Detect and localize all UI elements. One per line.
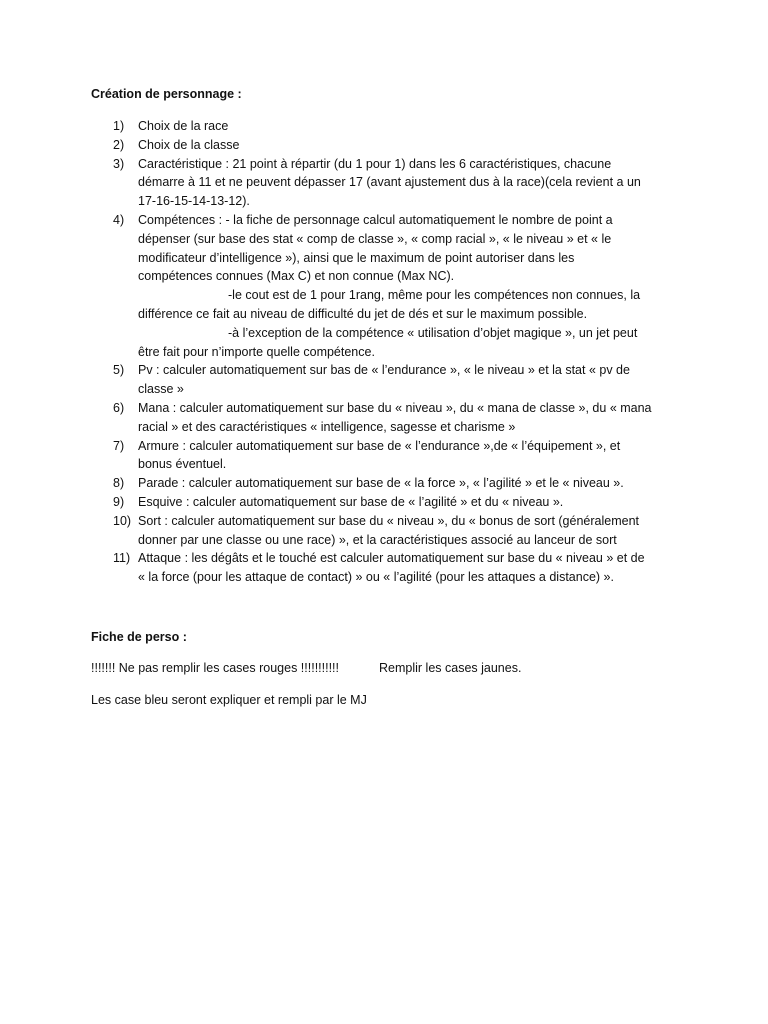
- item-number: 5): [113, 363, 125, 378]
- section-title-fiche: Fiche de perso :: [91, 630, 187, 644]
- item-text: Choix de la race: [138, 119, 229, 133]
- list-item: [0, 211, 768, 361]
- item-number: 4): [113, 212, 125, 227]
- item-text: donner par une classe ou une race) », et la caractéristiques associé au lanceur de sort: [138, 532, 617, 547]
- item-text: Choix de la classe: [138, 137, 240, 152]
- item-text: Mana : calculer automatiquement sur base du « niveau », du « mana de classe », du « mana: [138, 400, 652, 415]
- list-item: [0, 437, 768, 475]
- item-number: 9): [113, 494, 125, 509]
- list-item: [0, 155, 768, 211]
- creation-steps-list: [0, 117, 768, 587]
- item-text: « la force (pour les attaque de contact) » ou « l’agilité (pour les attaques a distance) ».: [138, 570, 614, 585]
- item-text-indented: -le cout est de 1 pour 1rang, même pour les compétences non connues, la: [228, 288, 641, 303]
- list-item: [0, 136, 768, 155]
- list-item: [0, 493, 768, 512]
- list-item: [0, 399, 768, 437]
- instructions-line: [91, 661, 521, 675]
- item-text: Esquive : calculer automatiquement sur base de « l’agilité » et du « niveau ».: [138, 494, 564, 509]
- list-item: [0, 117, 768, 136]
- item-text: différence ce fait au niveau de difficulté du jet de dés et sur le maximum possible.: [138, 306, 588, 321]
- item-text: Parade : calculer automatiquement sur base de « la force », « l’agilité » et le « niveau ».: [138, 476, 624, 491]
- list-item: [0, 549, 768, 587]
- list-item: [0, 361, 768, 399]
- item-text: 17-16-15-14-13-12).: [138, 194, 250, 209]
- blue-cells-note: Les case bleu seront expliquer et rempli par le MJ: [91, 693, 367, 707]
- list-item: [0, 474, 768, 493]
- item-number: 11): [113, 551, 131, 566]
- item-text: racial » et des caractéristiques « intelligence, sagesse et charisme »: [138, 419, 516, 434]
- item-number: 2): [113, 137, 125, 152]
- item-number: 1): [113, 119, 125, 133]
- item-number: 7): [113, 438, 125, 453]
- item-text: classe »: [138, 382, 184, 397]
- list-item: [0, 512, 768, 550]
- item-text: modificateur d’intelligence »), ainsi que le maximum de point autoriser dans les: [138, 250, 575, 265]
- item-number: 3): [113, 156, 125, 171]
- item-text: compétences connues (Max C) et non connue (Max NC).: [138, 269, 455, 284]
- item-text: être fait pour n’importe quelle compétence.: [138, 344, 375, 359]
- item-number: 10): [113, 513, 132, 528]
- red-cells-warning: !!!!!!! Ne pas remplir les cases rouges !!!!!!!!!!!: [91, 661, 340, 675]
- item-text: démarre à 11 et ne peuvent dépasser 17 (avant ajustement dus à la race)(cela revient a un: [138, 175, 641, 190]
- item-text: bonus éventuel.: [138, 457, 227, 472]
- item-number: 6): [113, 400, 125, 415]
- item-text: dépenser (sur base des stat « comp de classe », « comp racial », « le niveau » et « le: [138, 231, 612, 246]
- item-number: 8): [113, 476, 125, 491]
- section-title-creation: Création de personnage :: [91, 87, 242, 101]
- item-text: Caractéristique : 21 point à répartir (du 1 pour 1) dans les 6 caractéristiques, chacune: [138, 156, 612, 171]
- item-text: Pv : calculer automatiquement sur bas de « l’endurance », « le niveau » et la stat « pv de: [138, 363, 630, 378]
- item-text: Attaque : les dégâts et le touché est calculer automatiquement sur base du « niveau » et de: [138, 551, 645, 566]
- item-text-indented: -à l’exception de la compétence « utilisation d’objet magique », un jet peut: [228, 325, 638, 340]
- item-text: Compétences : - la fiche de personnage calcul automatiquement le nombre de point a: [138, 212, 613, 227]
- yellow-cells-note: Remplir les cases jaunes.: [379, 661, 522, 675]
- item-text: Armure : calculer automatiquement sur base de « l’endurance »,de « l’équipement », et: [138, 438, 621, 453]
- item-text: Sort : calculer automatiquement sur base du « niveau », du « bonus de sort (généralement: [138, 513, 639, 528]
